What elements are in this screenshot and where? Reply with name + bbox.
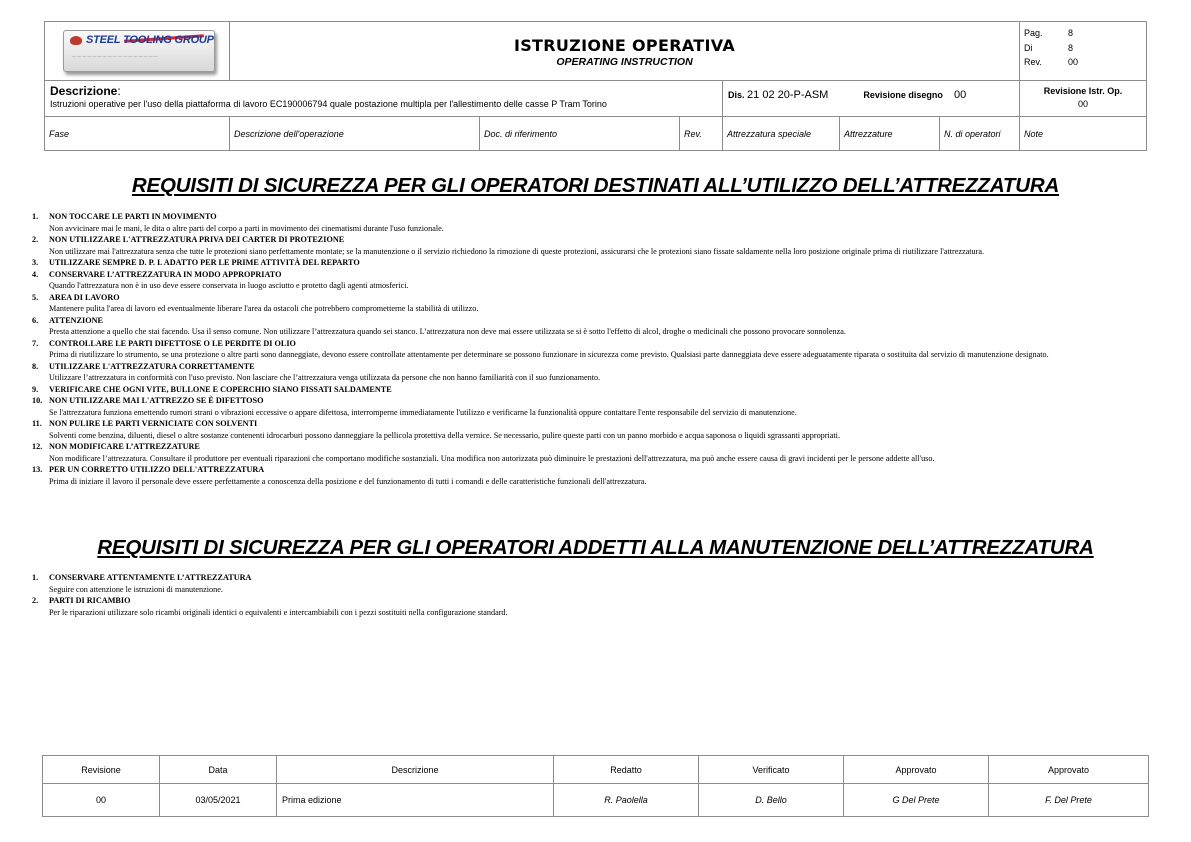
rule-text: Prima di riutilizzare lo strumento, se una protezione o altre parti sono danneggiate, devono essere controllate attentamente per determinare se possono funzionare in sicurezza come previsto. Qualsiasi parte danneggiata deve essere adeguatamente riparata o sostituita dal servizio di manutenzione designato.	[49, 350, 1049, 359]
rev-value: 00	[1068, 57, 1079, 67]
page-label: Pag.	[1024, 28, 1043, 38]
rev-istr-value: 00	[1077, 99, 1088, 109]
description-label: Descrizione	[50, 84, 118, 98]
rule-item	[32, 595, 1142, 618]
revision-table	[42, 755, 1149, 817]
date-header: Data	[160, 756, 277, 784]
rule-item	[32, 572, 1142, 595]
description-cell: Descrizione: Istruzioni operative per l'uso della piattaforma di lavoro EC190006794 quale postazione multipla per l'allestimento delle casse P Tram Torino	[45, 81, 723, 117]
rule-number: 11.	[32, 419, 42, 428]
page-info	[1020, 22, 1147, 81]
rule-heading: PARTI DI RICAMBIO	[49, 596, 131, 605]
rule-text: Per le riparazioni utilizzare solo ricambi originali identici o equivalenti e intercambiabili con i pezzi sostituiti nella configurazione standard.	[49, 607, 508, 617]
approvato-value: G Del Prete	[844, 784, 989, 817]
rule-heading: UTILIZZARE SEMPRE D. P. I. ADATTO PER LE PRIME ATTIVITÀ DEL REPARTO	[49, 258, 360, 267]
rule-item	[32, 292, 1142, 315]
description-text: Istruzioni operative per l'uso della piattaforma di lavoro EC190006794 quale postazione multipla per l'allestimento delle casse P Tram Torino	[50, 99, 607, 109]
maintenance-rules-list	[32, 572, 1142, 618]
rule-text: Prima di iniziare il lavoro il personale deve essere perfettamente a conoscenza della posizione e del funzionamento di tutti i comandi e delle caratteristiche funzionali dell'attrezzatura.	[49, 476, 647, 486]
rule-number: 5.	[32, 292, 39, 302]
rule-item	[32, 234, 1142, 257]
rev-label: Rev.	[1024, 57, 1042, 67]
rule-number: 10.	[32, 396, 43, 405]
approvato-value: F. Del Prete	[989, 784, 1149, 817]
logo-tagline: — — — — — — — — — — — — — — — — —	[72, 53, 158, 58]
rule-text: Quando l'attrezzatura non è in uso deve essere conservata in luogo asciutto e protetto dagli agenti atmosferici.	[49, 281, 409, 290]
verificato-header: Verificato	[699, 756, 844, 784]
document-header	[44, 21, 1147, 151]
redatto-value: R. Paolella	[554, 784, 699, 817]
rev-disegno-value: 00	[953, 89, 967, 101]
rule-item	[32, 315, 1142, 338]
rule-text: Se l'attrezzatura funziona emettendo rumori strani o vibrazioni eccessive o appare difettosa, interromperne immediatamente l'utilizzo e verificarne la funzionalità oppure contattare l'ente responsabile del servizio di manutenzione.	[49, 407, 797, 417]
dis-value: 21 02 20-P-ASM	[747, 89, 829, 101]
rule-item	[32, 211, 1142, 234]
rule-heading: CONSERVARE L’ATTREZZATURA IN MODO APPROPRIATO	[49, 269, 282, 279]
document-title: ISTRUZIONE OPERATIVA	[513, 36, 735, 55]
rule-item	[32, 361, 1142, 384]
rule-number: 13.	[32, 465, 43, 474]
rule-item	[32, 418, 1142, 441]
of-label: Di	[1024, 42, 1033, 53]
logo-text: STEEL TOOLING GROUP	[86, 34, 214, 46]
rule-number: 2.	[32, 235, 39, 244]
rule-heading: NON UTILIZZARE L'ATTREZZATURA PRIVA DEI CARTER DI PROTEZIONE	[49, 235, 345, 244]
column-header: Rev.	[680, 117, 723, 151]
date-value: 03/05/2021	[160, 784, 277, 817]
column-header: Fase	[45, 117, 230, 151]
section-title-maintenance: REQUISITI DI SICUREZZA PER GLI OPERATORI ADDETTI ALLA MANUTENZIONE DELL’ATTREZZATURA	[97, 536, 1094, 559]
rule-number: 2.	[32, 596, 39, 605]
rule-item	[32, 441, 1142, 464]
rule-number: 4.	[32, 269, 39, 279]
document-subtitle: OPERATING INSTRUCTION	[556, 56, 693, 68]
rule-number: 3.	[32, 258, 39, 267]
rule-heading: NON UTILIZZARE MAI L'ATTREZZO SE È DIFETTOSO	[49, 396, 264, 405]
operators-rules-list	[32, 211, 1142, 487]
rule-heading: NON MODIFICARE L’ATTREZZATURE	[49, 442, 200, 451]
approvato-header: Approvato	[844, 756, 989, 784]
rule-text: Utilizzare l’attrezzatura in conformità con l'uso previsto. Non lasciare che l’attrezzatura venga utilizzata da persone che non hanno familiarità con il suo funzionamento.	[49, 373, 601, 382]
rule-number: 12.	[32, 442, 43, 451]
rev-disegno-label: Revisione disegno	[863, 90, 943, 100]
rule-heading: CONTROLLARE LE PARTI DIFETTOSE O LE PERDITE DI OLIO	[49, 338, 296, 348]
revision-value: 00	[43, 784, 160, 817]
rule-heading: VERIFICARE CHE OGNI VITE, BULLONE E COPERCHIO SIANO FISSATI SALDAMENTE	[49, 384, 392, 394]
rule-heading: AREA DI LAVORO	[49, 292, 120, 302]
column-header: N. di operatori	[940, 117, 1020, 151]
rule-item	[32, 384, 1142, 396]
rule-text: Solventi come benzina, diluenti, diesel o altre sostanze contenenti idrocarburi possono danneggiare la pellicola protettiva della vernice. Se necessario, pulire queste parti con un panno morbido e acqua saponosa o liquidi sgrassanti appropriati.	[49, 430, 840, 440]
rule-heading: NON PULIRE LE PARTI VERNICIATE CON SOLVENTI	[49, 419, 258, 428]
rule-item	[32, 257, 1142, 269]
column-header: Descrizione dell'operazione	[230, 117, 480, 151]
rule-item	[32, 395, 1142, 418]
dis-label: Dis.	[728, 90, 745, 100]
rule-text: Mantenere pulita l'area di lavoro ed eventualmente liberare l'area da ostacoli che potrebbero comprometterne la stabilità di utilizzo.	[49, 304, 479, 313]
title-cell	[230, 22, 1020, 81]
rule-number: 8.	[32, 361, 39, 371]
logo-mark-icon	[70, 36, 82, 45]
rule-number: 6.	[32, 315, 39, 325]
column-header: Note	[1020, 117, 1147, 151]
rule-item	[32, 464, 1142, 487]
rule-heading: ATTENZIONE	[49, 315, 103, 325]
rev-istr-cell	[1020, 81, 1147, 117]
redatto-header: Redatto	[554, 756, 699, 784]
rule-heading: UTILIZZARE L'ATTREZZATURA CORRETTAMENTE	[49, 361, 255, 371]
company-logo	[63, 30, 215, 72]
revision-header: Revisione	[43, 756, 160, 784]
column-header: Attrezzature	[840, 117, 940, 151]
rule-heading: PER UN CORRETTO UTILIZZO DELL'ATTREZZATURA	[49, 465, 265, 474]
rule-number: 1.	[32, 573, 39, 582]
drawing-info-cell	[723, 81, 1020, 117]
verificato-value: D. Bello	[699, 784, 844, 817]
rule-text: Presta attenzione a quello che stai facendo. Usa il senso comune. Non utilizzare l’attrezzatura quando sei stanco. L’attrezzatura non deve mai essere utilizzata se si è sotto l'effetto di alcol, droghe o medicinali che possono provocare sonnolenza.	[49, 327, 846, 336]
description-header: Descrizione	[277, 756, 554, 784]
rule-text: Seguire con attenzione le istruzioni di manutenzione.	[49, 584, 223, 594]
rule-item	[32, 269, 1142, 292]
rule-text: Non avvicinare mai le mani, le dita o altre parti del corpo a parti in movimento dei cinematismi durante l'uso funzionale.	[49, 223, 444, 233]
rev-istr-label: Revisione Istr. Op.	[1043, 86, 1123, 96]
approvato-header: Approvato	[989, 756, 1149, 784]
rule-number: 7.	[32, 338, 39, 348]
rule-heading: CONSERVARE ATTENTAMENTE L’ATTREZZATURA	[49, 573, 252, 582]
rule-number: 9.	[32, 384, 39, 394]
description-value: Prima edizione	[277, 784, 554, 817]
page-value: 8	[1068, 28, 1074, 38]
rule-heading: NON TOCCARE LE PARTI IN MOVIMENTO	[49, 212, 217, 221]
section-title-operators: REQUISITI DI SICUREZZA PER GLI OPERATORI DESTINATI ALL’UTILIZZO DELL’ATTREZZATURA	[131, 174, 1060, 197]
column-header: Doc. di riferimento	[480, 117, 680, 151]
rule-item	[32, 338, 1142, 361]
logo-cell	[45, 22, 230, 81]
rule-text: Non modificare l’attrezzatura. Consultare il produttore per eventuali riparazioni che comportano modifiche sostanziali. Una modifica non autorizzata può diminuire le prestazioni dell'attrezzatura, ma può anche essere causa di gravi incidenti per le persone addette all'uso.	[49, 453, 935, 463]
column-header: Attrezzatura speciale	[723, 117, 840, 151]
rule-number: 1.	[32, 212, 39, 221]
rule-text: Non utilizzare mai l'attrezzatura senza che tutte le protezioni siano perfettamente montate; se la manutenzione o il servizio richiedono la rimozione di queste protezioni, assicurarsi che le protezioni siano fissate saldamente nella loro posizione originale prima di riutilizzare l'attrezzatura.	[49, 246, 985, 256]
of-value: 8	[1068, 42, 1074, 53]
